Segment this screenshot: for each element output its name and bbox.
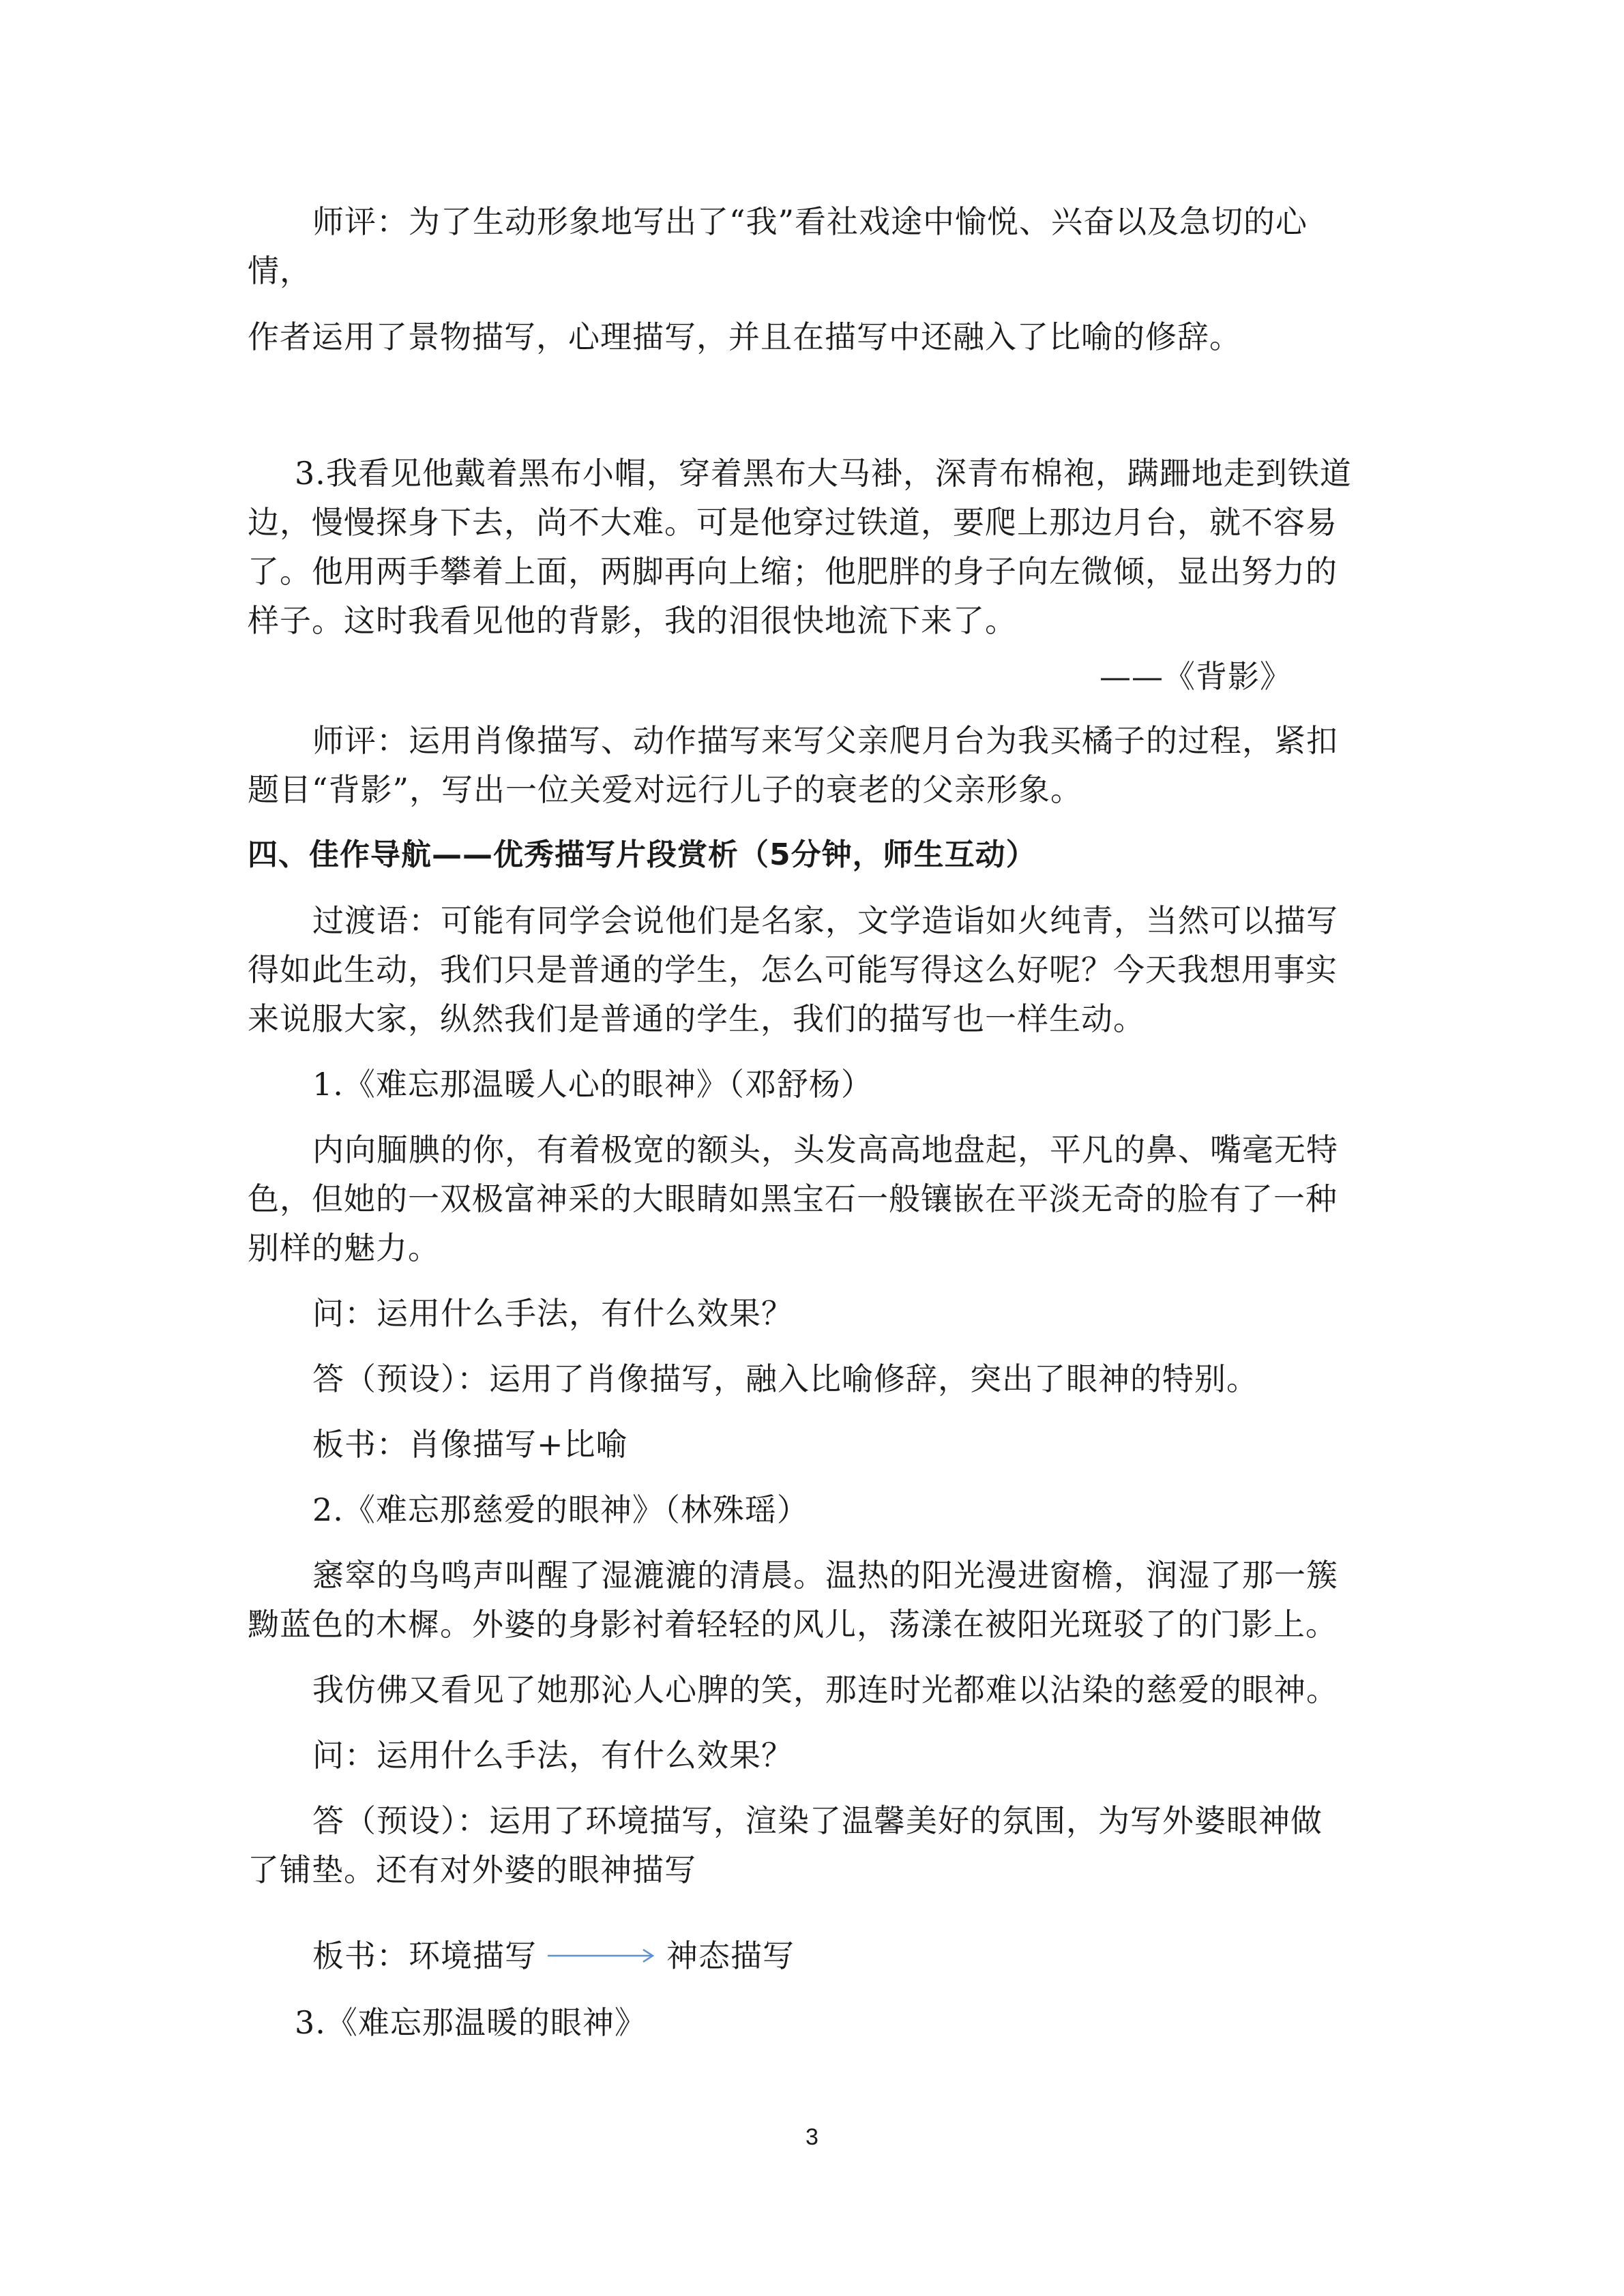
board-note-row [312,1930,795,1982]
section-heading: 四、佳作导航——优秀描写片段赏析（5分钟，师生互动） [248,837,1037,872]
quote-line: 3.我看见他戴着黑布小帽，穿着黑布大马褂，深青布棉袍，蹒跚地走到铁道 [295,455,1352,492]
paragraph-line: 窸窣的鸟鸣声叫醒了湿漉漉的清晨。温热的阳光漫进窗檐，润湿了那一簇 [312,1557,1338,1594]
paragraph-line: 色，但她的一双极富神采的大眼睛如黑宝石一般镶嵌在平淡无奇的脸有了一种 [248,1180,1338,1217]
paragraph-line: 过渡语：可能有同学会说他们是名家，文学造诣如火纯青，当然可以描写 [312,902,1338,939]
board-note-end: 神态描写 [666,1937,795,1974]
board-note: 板书：肖像描写+比喻 [312,1426,628,1463]
question-line: 问：运用什么手法，有什么效果？ [312,1737,793,1774]
arrow-right-icon [548,1948,657,1964]
paragraph-line: 作者运用了景物描写，心理描写，并且在描写中还融入了比喻的修辞。 [248,318,1241,355]
example-title: 2.《难忘那慈爱的眼神》（林殊瑶） [312,1491,809,1528]
paragraph-line: 情， [248,252,312,289]
paragraph-line: 题目“背影”，写出一位关爱对远行儿子的衰老的父亲形象。 [248,771,1083,808]
question-line: 问：运用什么手法，有什么效果？ [312,1295,793,1332]
paragraph-line: 得如此生动，我们只是普通的学生，怎么可能写得这么好呢？今天我想用事实 [248,951,1338,988]
quote-source: ——《背影》 [1099,658,1292,695]
paragraph-line: 别样的魅力。 [248,1229,440,1266]
answer-line: 了铺垫。还有对外婆的眼神描写 [248,1851,696,1888]
board-note-start: 板书：环境描写 [312,1937,537,1974]
paragraph-line: 我仿佛又看见了她那沁人心脾的笑，那连时光都难以沾染的慈爱的眼神。 [312,1671,1338,1708]
answer-line: 答（预设）：运用了肖像描写，融入比喻修辞，突出了眼神的特别。 [312,1360,1258,1397]
paragraph-line: 师评：为了生动形象地写出了“我”看社戏途中愉悦、兴奋以及急切的心 [312,203,1308,240]
paragraph-line: 来说服大家，纵然我们是普通的学生，我们的描写也一样生动。 [248,1000,1145,1037]
example-title: 1.《难忘那温暖人心的眼神》（邓舒杨） [312,1066,873,1103]
quote-line: 样子。这时我看见他的背影，我的泪很快地流下来了。 [248,602,1017,639]
paragraph-line: 黝蓝色的木樨。外婆的身影衬着轻轻的风儿，荡漾在被阳光斑驳了的门影上。 [248,1606,1338,1643]
paragraph-line: 师评：运用肖像描写、动作描写来写父亲爬月台为我买橘子的过程，紧扣 [312,722,1338,759]
quote-line: 了。他用两手攀着上面，两脚再向上缩；他肥胖的身子向左微倾，显出努力的 [248,553,1338,590]
page-number: 3 [806,2124,818,2150]
answer-line: 答（预设）：运用了环境描写，渲染了温馨美好的氛围，为写外婆眼神做 [312,1802,1323,1839]
paragraph-line: 内向腼腆的你，有着极宽的额头，头发高高地盘起，平凡的鼻、嘴毫无特 [312,1131,1338,1168]
quote-line: 边，慢慢探身下去，尚不大难。可是他穿过铁道，要爬上那边月台，就不容易 [248,504,1338,541]
example-title: 3.《难忘那温暖的眼神》 [295,2004,647,2041]
